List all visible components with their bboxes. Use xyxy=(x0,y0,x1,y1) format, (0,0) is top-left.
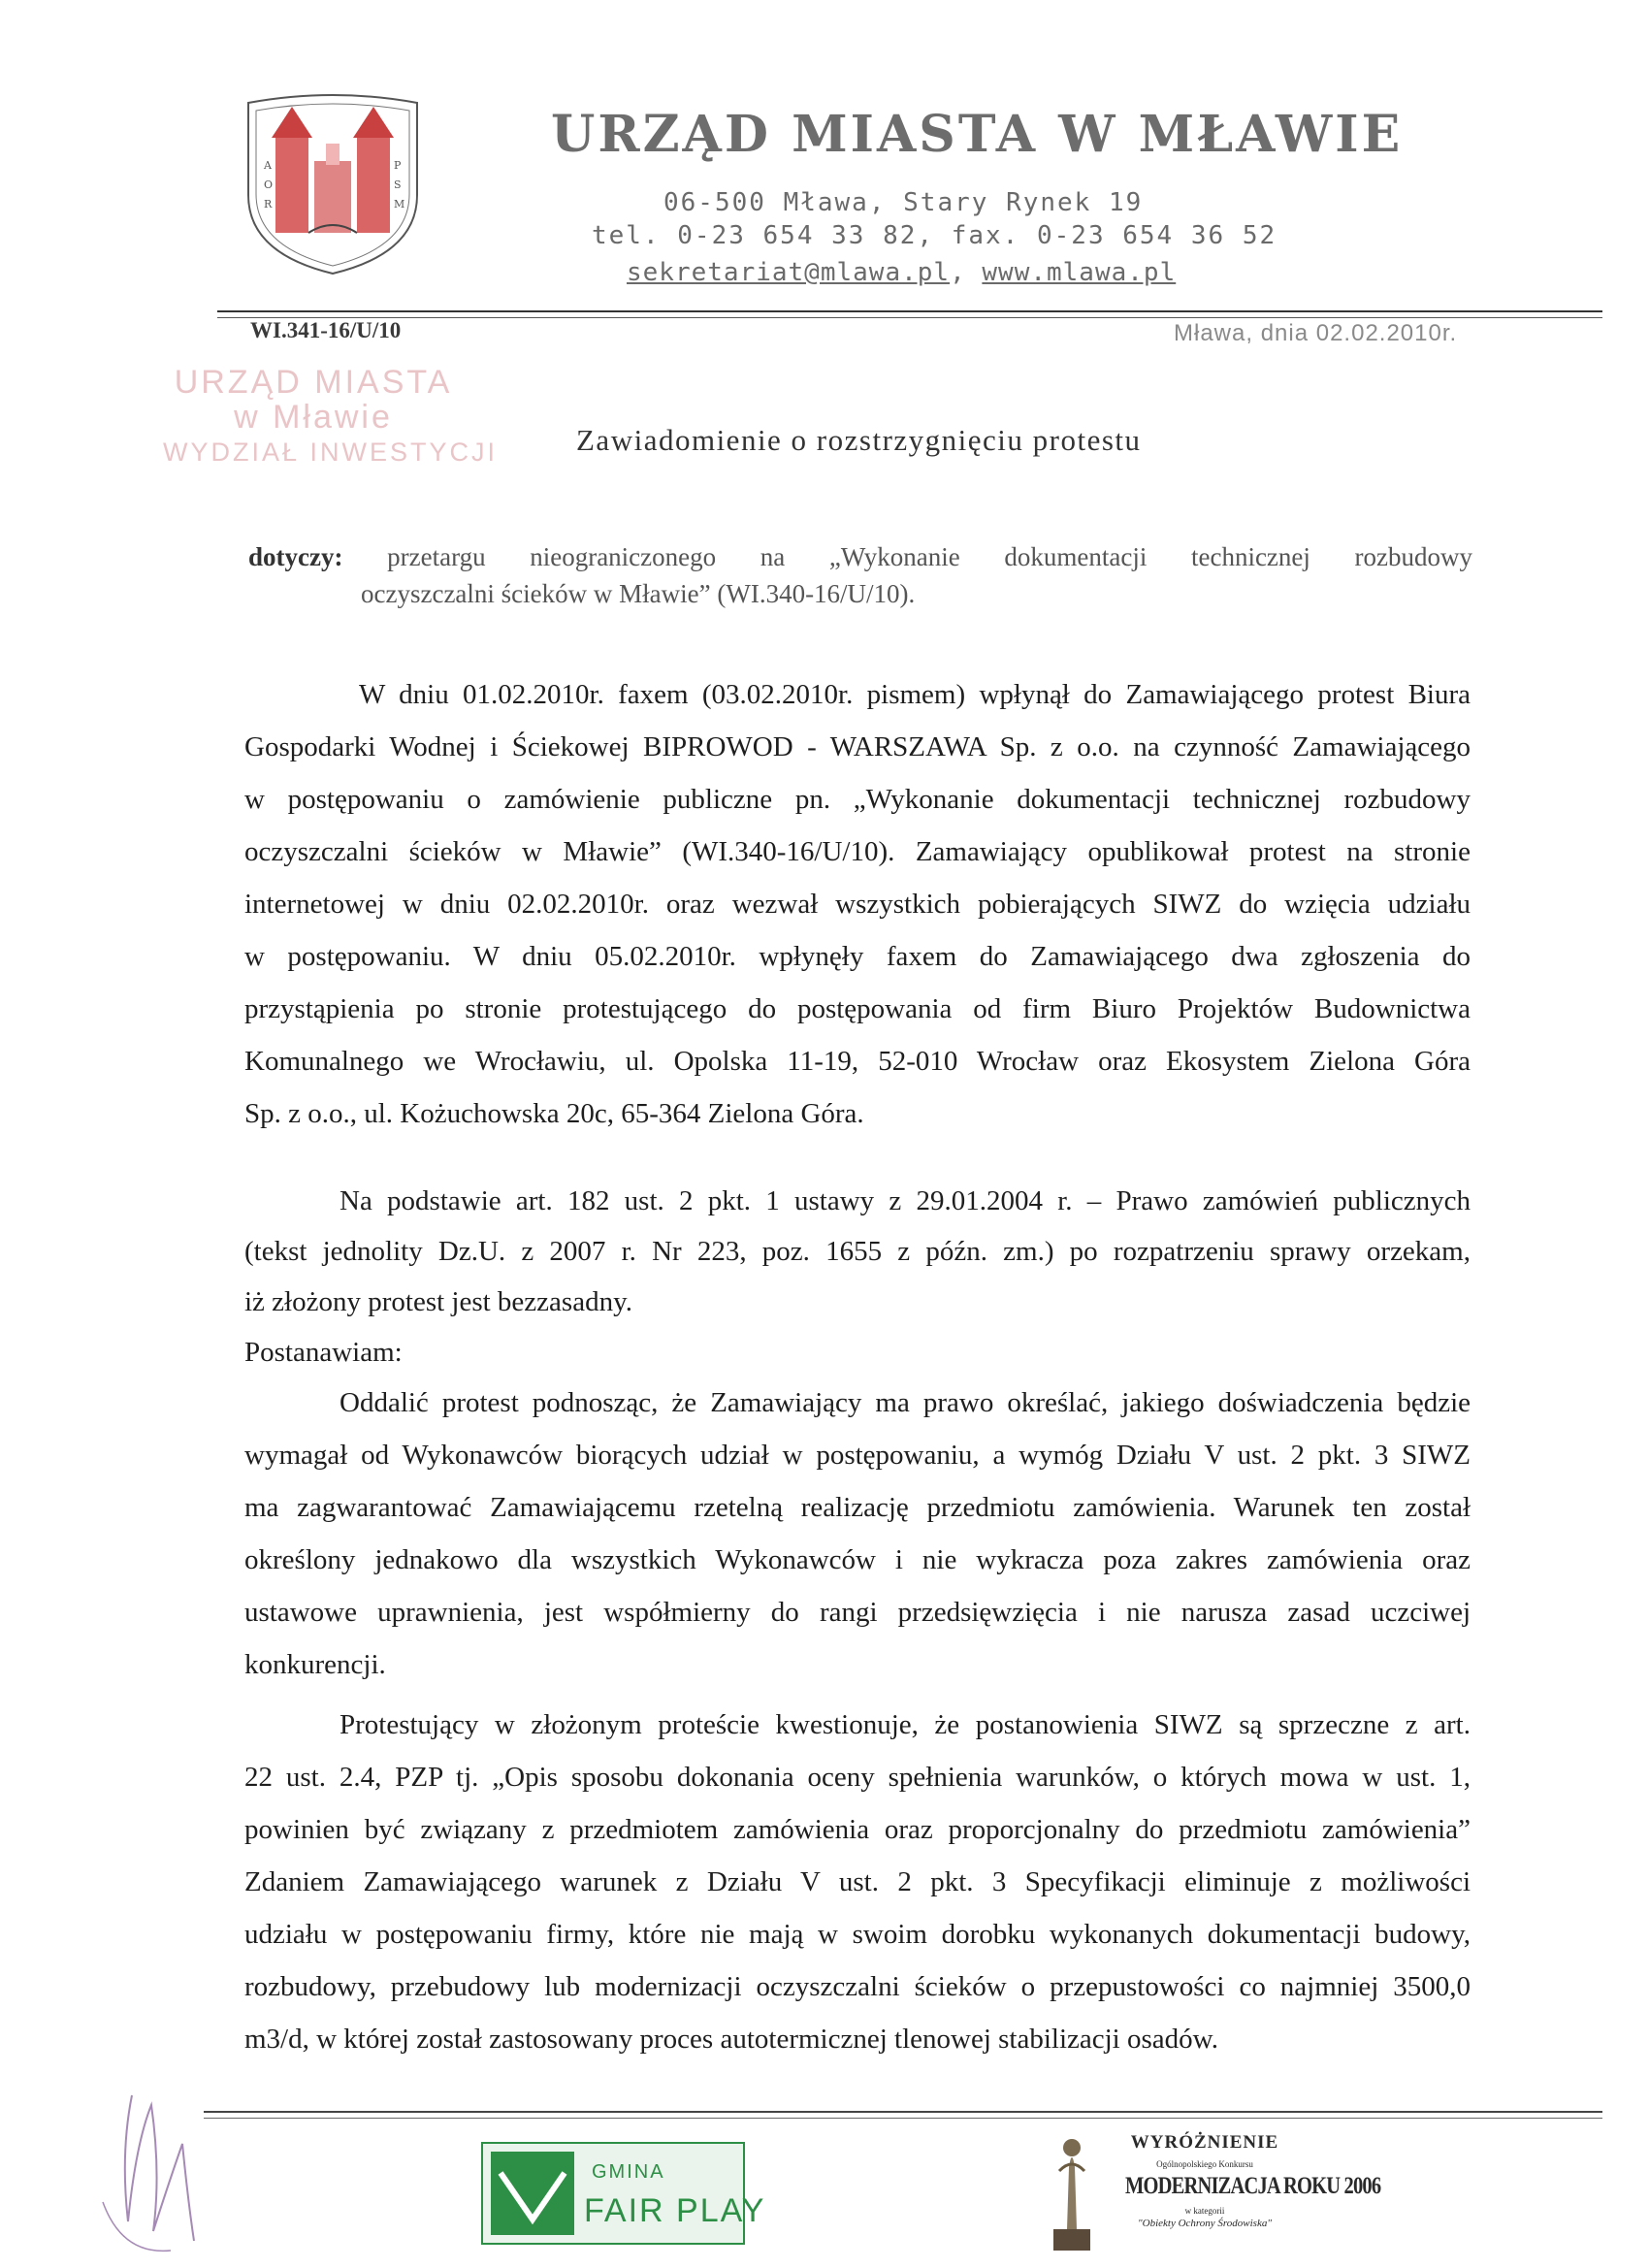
office-phone-fax: tel. 0-23 654 33 82, fax. 0-23 654 36 52 xyxy=(592,221,1277,250)
body-line: oczyszczalni ścieków w Mławie” (WI.340-16/U/10). Zamawiający opublikował protest na stronie xyxy=(244,836,1471,867)
body-line: Zdaniem Zamawiającego warunek z Działu V ust. 2 pkt. 3 Specyfikacji eliminuje z możliwości xyxy=(244,1866,1471,1897)
crest-letter: P xyxy=(394,159,402,172)
body-line: (tekst jednolity Dz.U. z 2007 r. Nr 223, poz. 1655 z późn. zm.) po rozpatrzeniu sprawy orzekam, xyxy=(244,1236,1471,1267)
body-line: Oddalić protest podnosząc, że Zamawiający ma prawo określać, jakiego doświadczenia będzie xyxy=(340,1387,1471,1418)
award-statuette-icon xyxy=(1046,2128,1098,2252)
reference-number: WI.341-16/U/10 xyxy=(250,318,402,342)
subject-label: dotyczy: xyxy=(248,542,343,571)
award-title: WYRÓŻNIENIE xyxy=(1130,2132,1279,2153)
body-line: Protestujący w złożonym proteście kwestionuje, że postanowienia SIWZ są sprzeczne z art. xyxy=(340,1709,1471,1740)
handwritten-signature xyxy=(93,2086,210,2260)
award-subtitle: Ogólnopolskiego Konkursu xyxy=(1156,2159,1253,2169)
body-line: ustawowe uprawnienia, jest współmierny do rangi przedsięwzięcia i nie narusza zasad uczciwej xyxy=(244,1597,1471,1628)
body-line: powinien być związany z przedmiotem zamówienia oraz proporcjonalny do przedmiotu zamówienia” xyxy=(244,1814,1471,1845)
body-line: w postępowaniu. W dniu 05.02.2010r. wpłynęły faxem do Zamawiającego dwa zgłoszenia do xyxy=(244,941,1471,972)
body-line: Gospodarki Wodnej i Ściekowej BIPROWOD - WARSZAWA Sp. z o.o. na czynność Zamawiającego xyxy=(244,731,1471,762)
office-name: URZĄD MIASTA W MŁAWIE xyxy=(551,105,1404,164)
subject-line xyxy=(248,538,1472,575)
subject-block xyxy=(248,538,1472,612)
body-line: Na podstawie art. 182 ust. 2 pkt. 1 ustawy z 29.01.2004 r. – Prawo zamówień publicznych xyxy=(340,1185,1471,1216)
checkmark-icon xyxy=(491,2152,574,2235)
office-contact xyxy=(627,258,1176,287)
award-category: "Obiekty Ochrony Środowiska" xyxy=(1138,2218,1272,2229)
crest-letter: A xyxy=(264,159,272,172)
body-line: Sp. z o.o., ul. Kożuchowska 20c, 65-364 Zielona Góra. xyxy=(244,1098,864,1129)
body-line: rozbudowy, przebudowy lub modernizacji oczyszczalni ścieków o przepustowości co najmniej 3500,0 xyxy=(244,1971,1471,2002)
subject-text: przetargu nieograniczonego na „Wykonanie dokumentacji technicznej rozbudowy xyxy=(387,542,1473,571)
body-line: Komunalnego we Wrocławiu, ul. Opolska 11-19, 52-010 Wrocław oraz Ekosystem Zielona Góra xyxy=(244,1046,1471,1077)
header-rule xyxy=(217,310,1602,312)
award-name: MODERNIZACJA ROKU 2006 xyxy=(1125,2173,1381,2199)
crest-letter: S xyxy=(394,178,402,191)
contact-separator: , xyxy=(950,258,983,287)
crest-letter: M xyxy=(394,198,405,211)
email-link[interactable]: sekretariat@mlawa.pl xyxy=(627,258,951,287)
footer-rule xyxy=(204,2111,1602,2113)
body-line: 22 ust. 2.4, PZP tj. „Opis sposobu dokonania oceny spełnienia warunków, o których mowa w ust. 1, xyxy=(244,1762,1471,1793)
award-subtitle-2: w kategorii xyxy=(1184,2206,1225,2216)
city-crest-logo xyxy=(241,93,425,277)
place-and-date: Mława, dnia 02.02.2010r. xyxy=(1174,320,1458,346)
stamp-line: URZĄD MIASTA xyxy=(174,364,453,401)
body-line: w postępowaniu o zamówienie publiczne pn. „Wykonanie dokumentacji technicznej rozbudowy xyxy=(244,784,1471,815)
department-stamp xyxy=(163,364,499,470)
document-title: Zawiadomienie o rozstrzygnięciu protestu xyxy=(576,423,1142,457)
body-line: m3/d, w której został zastosowany proces autotermicznej tlenowej stabilizacji osadów. xyxy=(244,2024,1218,2055)
body-line: internetowej w dniu 02.02.2010r. oraz wezwał wszystkich pobierających SIWZ do wzięcia udziału xyxy=(244,889,1471,920)
body-line: iż złożony protest jest bezzasadny. xyxy=(244,1286,632,1317)
footer-rule-thin xyxy=(204,2118,1602,2119)
website-link[interactable]: www.mlawa.pl xyxy=(982,258,1177,287)
fair-play-label: FAIR PLAY xyxy=(584,2192,766,2229)
header-rule-thin xyxy=(217,317,1602,318)
body-line: W dniu 01.02.2010r. faxem (03.02.2010r. pismem) wpłynął do Zamawiającego protest Biura xyxy=(359,679,1471,710)
crest-letter: O xyxy=(264,178,274,191)
office-address: 06-500 Mława, Stary Rynek 19 xyxy=(663,188,1144,217)
crest-letter: R xyxy=(264,198,273,211)
decision-label: Postanawiam: xyxy=(244,1337,403,1368)
subject-line: oczyszczalni ścieków w Mławie” (WI.340-16/U/10). xyxy=(361,579,916,608)
fair-play-gmina: GMINA xyxy=(592,2161,665,2183)
body-line: określony jednakowo dla wszystkich Wykonawców i nie wykracza poza zakres zamówienia oraz xyxy=(244,1544,1471,1575)
stamp-line: w Mławie xyxy=(234,399,393,436)
body-line: udziału w postępowaniu firmy, które nie mają w swoim dorobku wykonanych dokumentacji budowy, xyxy=(244,1919,1471,1950)
body-line: wymagał od Wykonawców biorących udział w postępowaniu, a wymóg Działu V ust. 2 pkt. 3 SIWZ xyxy=(244,1440,1471,1471)
award-caption xyxy=(1108,2132,1381,2229)
stamp-line: WYDZIAŁ INWESTYCJI xyxy=(163,437,499,467)
body-line: ma zagwarantować Zamawiającemu rzetelną realizację przedmiotu zamówienia. Warunek ten został xyxy=(244,1492,1471,1523)
body-line: przystąpienia po stronie protestującego do postępowania od firm Biuro Projektów Budownictwa xyxy=(244,993,1471,1024)
body-line: konkurencji. xyxy=(244,1649,386,1680)
fair-play-badge xyxy=(481,2142,766,2245)
